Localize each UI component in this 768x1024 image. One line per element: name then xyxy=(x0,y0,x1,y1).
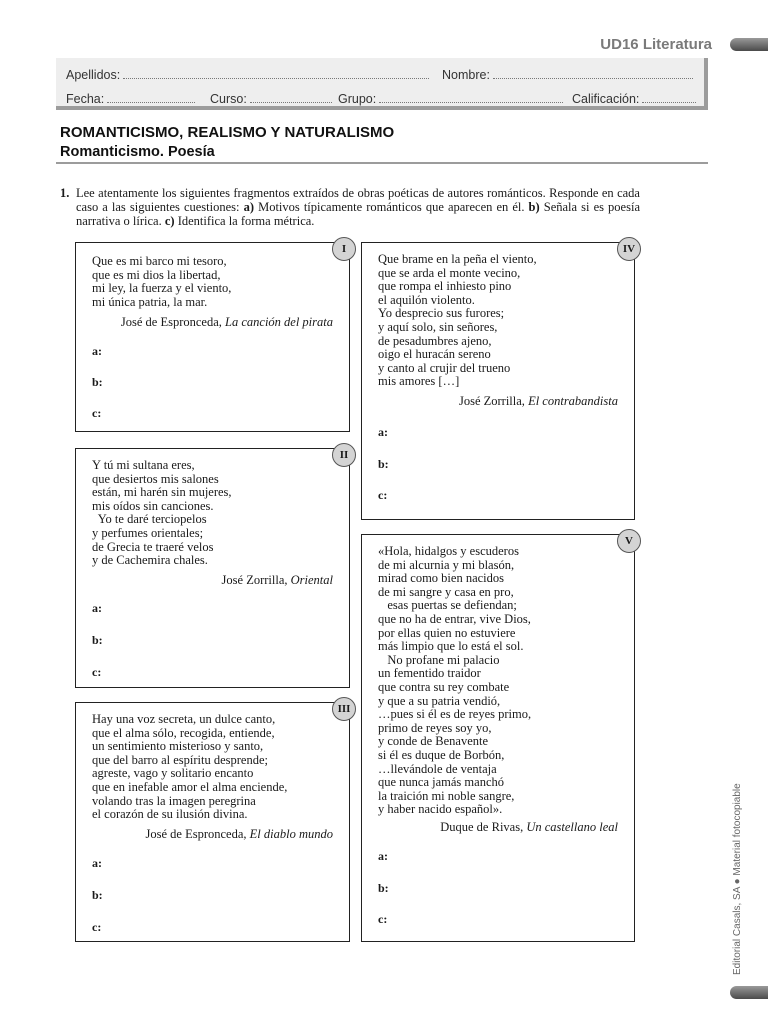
unit-title: UD16 Literatura xyxy=(600,36,712,53)
grupo-field[interactable] xyxy=(338,91,563,106)
calificacion-label: Calificación: xyxy=(572,92,640,106)
fragment-box-iv xyxy=(361,242,635,520)
answer-a-label: a: xyxy=(92,344,102,358)
fragment-box-i xyxy=(75,242,350,432)
fragment-text: «Hola, hidalgos y escuderos de mi alcurnia y mi blasón, mirad como bien nacidos de mi sangre y casa en pro, esas puertas se defiendan; que no ha de entrar, vive Dios, por ellas quien no estuviere más limpio que lo está el sol. No profane mi palacio un fementido traidor que contra su rey combate y que a su patria vendió, …pues si él es de reyes primo, primo de reyes soy yo, y conde de Benavente si él es duque de Borbón, …llevándole de ventaja que nunca jamás manchó la traición mi noble sangre, y haber nacido español». xyxy=(378,544,532,817)
apellidos-label: Apellidos: xyxy=(66,68,121,82)
nombre-field[interactable] xyxy=(442,67,693,82)
nombre-label: Nombre: xyxy=(442,68,490,82)
answer-c-label: c: xyxy=(378,912,388,926)
answer-c-label: c: xyxy=(378,488,388,502)
fragment-text: Que brame en la peña el viento, que se arda el monte vecino, que rompa el inhiesto pino el aquilón violento. Yo desprecio sus furores; y aquí solo, sin señores, de pesadumbres ajeno, oigo el huracán sereno y canto al crujir del trueno mis amores […] xyxy=(378,252,537,389)
fragment-attribution: José Zorrilla, El contrabandista xyxy=(458,394,618,408)
answer-b-label: b: xyxy=(92,888,103,902)
fragment-text: Hay una voz secreta, un dulce canto, que el alma sólo, recogida, entiende, un sentimiento misterioso y santo, que del barro al espíritu desprende; agreste, vago y solitario encanto que en inefable amor el alma enciende, volando tras la imagen peregrina el corazón de su ilusión divina. xyxy=(92,712,288,822)
fragment-text: Que es mi barco mi tesoro, que es mi dios la libertad, mi ley, la fuerza y el viento, mi única patria, la mar. xyxy=(92,254,232,309)
fragment-attribution: José de Espronceda, El diablo mundo xyxy=(145,827,333,841)
answer-c-label: c: xyxy=(92,665,102,679)
answer-c-label: c: xyxy=(92,406,102,420)
fragment-text: Y tú mi sultana eres, que desiertos mis salones están, mi harén sin mujeres, mis oídos sin canciones. Yo te daré terciopelos y perfumes orientales; de Grecia te traeré velos y de Cachemira chales. xyxy=(92,458,232,568)
fragment-box-v xyxy=(361,534,635,942)
page-tab-bottom xyxy=(730,986,768,999)
fragment-attribution: José de Espronceda, La canción del pirata xyxy=(120,315,333,329)
answer-c-label: c: xyxy=(92,920,102,934)
grupo-label: Grupo: xyxy=(338,92,377,106)
answer-a-label: a: xyxy=(378,849,388,863)
answer-a-label: a: xyxy=(92,856,102,870)
question-text: Lee atentamente los siguientes fragmentos extraídos de obras poéticas de autores románticos. Responde en cada caso a las siguientes cuestiones: a) Motivos típicamente románticos que aparecen en él. b) Señala si es poesía narrativa o lírica. c) Identifica la forma métrica. xyxy=(76,186,640,228)
answer-b-label: b: xyxy=(378,457,389,471)
curso-label: Curso: xyxy=(210,92,247,106)
fragment-number-badge: IV xyxy=(617,237,641,261)
fragment-box-ii xyxy=(75,448,350,688)
fragment-number-badge: III xyxy=(332,697,356,721)
fragment-box-iii xyxy=(75,702,350,942)
answer-b-label: b: xyxy=(92,633,103,647)
answer-b-label: b: xyxy=(92,375,103,389)
fragment-number-badge: V xyxy=(617,529,641,553)
copyright-note: Editorial Casals, SA ● Material fotocopiable xyxy=(732,783,743,975)
curso-field[interactable] xyxy=(210,91,332,106)
question-number: 1. xyxy=(60,186,70,200)
answer-b-label: b: xyxy=(378,881,389,895)
student-info-box xyxy=(56,58,708,110)
fecha-label: Fecha: xyxy=(66,92,105,106)
answer-a-label: a: xyxy=(378,425,388,439)
fecha-field[interactable] xyxy=(66,91,195,106)
page-subtitle: Romanticismo. Poesía xyxy=(60,144,215,160)
page-tab-top xyxy=(730,38,768,51)
calificacion-field[interactable] xyxy=(572,91,696,106)
apellidos-field[interactable] xyxy=(66,67,429,82)
answer-a-label: a: xyxy=(92,601,102,615)
page-title: ROMANTICISMO, REALISMO Y NATURALISMO xyxy=(60,124,395,141)
fragment-attribution: José Zorrilla, Oriental xyxy=(221,573,333,587)
title-rule xyxy=(56,162,708,164)
fragment-attribution: Duque de Rivas, Un castellano leal xyxy=(440,820,618,834)
fragment-number-badge: I xyxy=(332,237,356,261)
fragment-number-badge: II xyxy=(332,443,356,467)
